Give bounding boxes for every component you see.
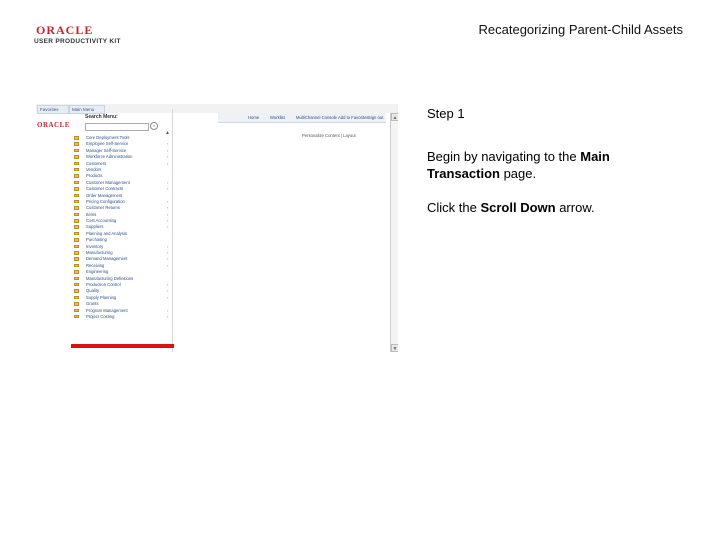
menu-item-label: Inventory [86, 243, 104, 249]
submenu-arrow-icon: › [167, 179, 169, 185]
menu-item-list [71, 135, 172, 320]
folder-icon [74, 264, 79, 268]
instruction-1-text: Begin by navigating to the [427, 149, 581, 164]
folder-icon [74, 283, 79, 287]
folder-icon [74, 219, 79, 223]
submenu-arrow-icon: › [167, 186, 169, 192]
submenu-arrow-icon: › [167, 141, 169, 147]
tab-main-menu[interactable]: Main Menu [69, 105, 105, 114]
menu-item-label: Manufacturing Definitions [86, 275, 134, 281]
folder-icon [74, 309, 79, 313]
menu-item-label: Project Costing [86, 313, 115, 319]
folder-icon [74, 315, 79, 319]
folder-icon [74, 194, 79, 198]
folder-icon [74, 213, 79, 217]
logo-brand: ORACLE [36, 23, 94, 37]
page-title: Recategorizing Parent-Child Assets [478, 22, 683, 37]
menu-item-label: Receiving [86, 262, 105, 268]
submenu-arrow-icon: › [167, 218, 169, 224]
submenu-arrow-icon: › [167, 307, 169, 313]
nav-home[interactable]: Home [248, 115, 260, 120]
folder-icon [74, 232, 79, 236]
menu-item-label: Customer Contracts [86, 186, 124, 192]
folder-icon [74, 245, 79, 249]
menu-item-label: Engineering [86, 269, 109, 275]
folder-icon [74, 155, 79, 159]
scroll-down-term: Scroll Down [480, 200, 556, 215]
tab-favorites[interactable]: Favorites [37, 105, 69, 114]
menu-item-label: Purchasing [86, 237, 107, 243]
menu-item-label: Manager Self-Service [86, 147, 127, 153]
menu-item-label: Demand Management [86, 256, 128, 262]
logo-tagline: USER PRODUCTIVITY KIT [34, 38, 121, 45]
submenu-arrow-icon: › [167, 313, 169, 319]
submenu-arrow-icon: › [167, 250, 169, 256]
nav-multichannel-console[interactable]: MultiChannel Console [296, 115, 337, 120]
menu-item-label: Customer Returns [86, 205, 120, 211]
menu-item-label: Manufacturing [86, 250, 113, 256]
folder-icon [74, 136, 79, 140]
menu-item-label: Products [86, 173, 103, 179]
search-menu-input[interactable] [85, 123, 149, 131]
folder-icon [74, 302, 79, 306]
submenu-arrow-icon: › [167, 205, 169, 211]
folder-icon [74, 225, 79, 229]
folder-icon [74, 149, 79, 153]
step-instruction-2 [427, 199, 667, 216]
menu-item-label: Pricing Configuration [86, 198, 125, 204]
submenu-arrow-icon: › [167, 256, 169, 262]
submenu-arrow-icon: › [167, 262, 169, 268]
menu-item-label: Grants [86, 301, 99, 307]
instruction-1-end: page. [499, 166, 537, 181]
menu-item-label: Order Management [86, 192, 123, 198]
menu-item-label: Program Management [86, 307, 128, 313]
menu-item-label: Workforce Administration [86, 154, 133, 160]
application-screenshot [36, 104, 398, 352]
folder-icon [74, 174, 79, 178]
page-scrollbar[interactable] [390, 113, 398, 352]
folder-icon [74, 142, 79, 146]
folder-icon [74, 277, 79, 281]
folder-icon [74, 270, 79, 274]
scroll-down-arrow-icon[interactable]: ▼ [392, 346, 398, 352]
main-transaction-term: Main Transaction [427, 149, 610, 181]
menu-item[interactable] [71, 314, 172, 320]
menu-item-label: Core Deployment Tools [86, 135, 130, 140]
menu-item-label: Quality [86, 288, 100, 294]
folder-icon [74, 162, 79, 166]
folder-icon [74, 257, 79, 261]
submenu-arrow-icon: › [167, 198, 169, 204]
step-instruction-1 [427, 148, 667, 182]
menu-item-label: Supply Planning [86, 294, 117, 300]
screenshot-nav-bar [218, 113, 386, 123]
folder-icon [74, 181, 79, 185]
screenshot-brand: ORACLE [37, 121, 70, 129]
search-go-icon[interactable]: » [150, 122, 158, 130]
folder-icon [74, 187, 79, 191]
nav-sign-out[interactable]: Sign out [368, 115, 384, 120]
instruction-2-text: Click the [427, 200, 481, 215]
folder-icon [74, 289, 79, 293]
menu-item-label: Customers [86, 160, 107, 166]
menu-item-label: Items [86, 211, 97, 217]
submenu-arrow-icon: › [167, 224, 169, 230]
step-number: Step 1 [427, 106, 465, 121]
submenu-arrow-icon: › [167, 288, 169, 294]
folder-icon [74, 168, 79, 172]
submenu-arrow-icon: › [167, 281, 169, 287]
submenu-arrow-icon: › [167, 147, 169, 153]
scroll-down-highlight[interactable] [71, 344, 174, 348]
nav-worklist[interactable]: Worklist [270, 115, 285, 120]
submenu-arrow-icon: › [167, 294, 169, 300]
scroll-up-arrow-icon[interactable]: ▲ [392, 115, 398, 121]
submenu-arrow-icon: › [167, 160, 169, 166]
menu-item-label: Production Control [86, 281, 121, 287]
submenu-arrow-icon: › [167, 154, 169, 160]
menu-item-label: Suppliers [86, 224, 104, 230]
submenu-arrow-icon: › [167, 243, 169, 249]
menu-item-label: Cost Accounting [86, 218, 117, 224]
folder-icon [74, 251, 79, 255]
nav-add-to-favorites[interactable]: Add to Favorites [338, 115, 369, 120]
submenu-arrow-icon: › [167, 211, 169, 217]
main-menu-dropdown [71, 109, 173, 352]
search-menu-label: Search Menu: [85, 114, 118, 120]
menu-item-label: Vendors [86, 166, 102, 172]
folder-icon [74, 238, 79, 242]
folder-icon [74, 296, 79, 300]
oracle-upk-logo [36, 24, 126, 48]
instruction-2-end: arrow. [555, 200, 595, 215]
menu-item-label: Planning and Analysis [86, 230, 127, 236]
folder-icon [74, 200, 79, 204]
personalize-content-link[interactable]: Personalize Content | Layout [302, 133, 356, 138]
menu-item-label: Employee Self-Service [86, 141, 129, 147]
menu-scroll-up-icon[interactable]: ▲ [165, 130, 170, 136]
menu-item-label: Customer Management [86, 179, 130, 185]
folder-icon [74, 206, 79, 210]
